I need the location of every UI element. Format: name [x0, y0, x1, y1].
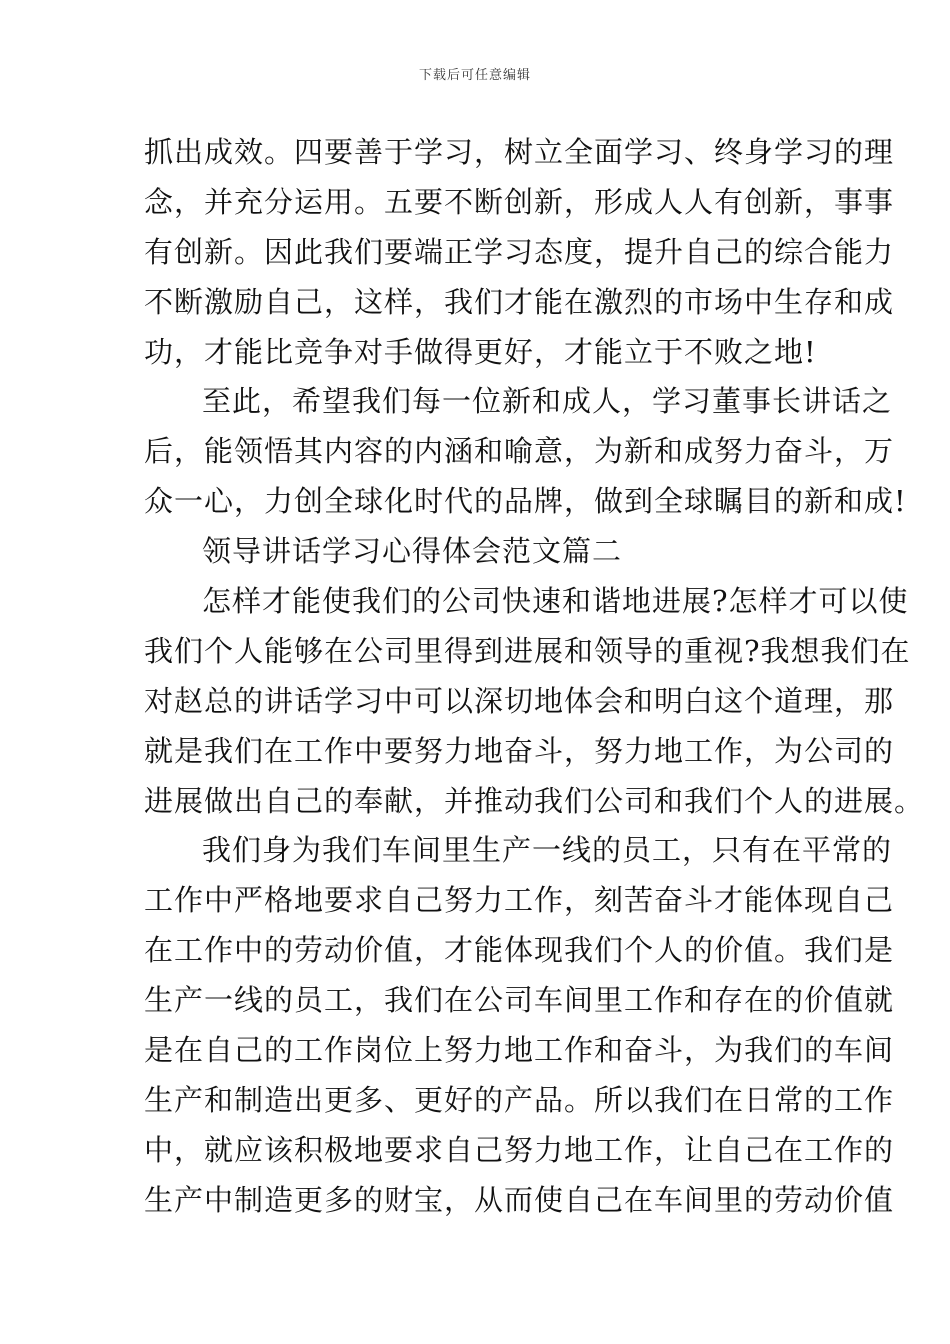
text-line: 抓出成效。四要善于学习，树立全面学习、终身学习的理 [144, 135, 895, 169]
text-line: 工作中严格地要求自己努力工作，刻苦奋斗才能体现自己 [144, 883, 895, 918]
text-line: 众一心，力创全球化时代的品牌，做到全球瞩目的新和成! [144, 484, 907, 519]
text-line: 对赵总的讲话学习中可以深切地体会和明白这个道理，那 [144, 683, 895, 718]
text-line: 是在自己的工作岗位上努力地工作和奋斗，为我们的车间 [144, 1033, 895, 1068]
text-line: 至此，希望我们每一位新和成人，学习董事长讲话之 [202, 384, 893, 419]
text-line: 生产和制造出更多、更好的产品。所以我们在日常的工作 [144, 1082, 895, 1117]
text-line: 功，才能比竞争对手做得更好，才能立于不败之地! [144, 334, 817, 369]
text-line: 我们个人能够在公司里得到进展和领导的重视?我想我们在 [144, 633, 911, 668]
text-line: 中，就应该积极地要求自己努力地工作，让自己在工作的 [144, 1132, 895, 1167]
text-line: 生产一线的员工，我们在公司车间里工作和存在的价值就 [144, 983, 895, 1018]
text-line: 生产中制造更多的财宝，从而使自己在车间里的劳动价值 [144, 1182, 895, 1217]
text-line: 不断激励自己，这样，我们才能在激烈的市场中生存和成 [144, 284, 895, 319]
text-line: 我们身为我们车间里生产一线的员工，只有在平常的 [202, 833, 893, 868]
text-line: 念，并充分运用。五要不断创新，形成人人有创新，事事 [144, 184, 895, 219]
section-heading: 领导讲话学习心得体会范文篇二 [202, 534, 623, 569]
text-line: 就是我们在工作中要努力地奋斗，努力地工作，为公司的 [144, 733, 895, 768]
page-header-note: 下载后可任意编辑 [418, 68, 531, 83]
text-line: 进展做出自己的奉献，并推动我们公司和我们个人的进展。 [144, 783, 925, 818]
document-body [144, 128, 925, 1226]
text-line: 后，能领悟其内容的内涵和喻意，为新和成努力奋斗，万 [144, 434, 895, 469]
text-line: 有创新。因此我们要端正学习态度，提升自己的综合能力 [144, 234, 895, 269]
text-line: 怎样才能使我们的公司快速和谐地进展?怎样才可以使 [202, 584, 909, 619]
text-line: 在工作中的劳动价值，才能体现我们个人的价值。我们是 [144, 933, 895, 968]
